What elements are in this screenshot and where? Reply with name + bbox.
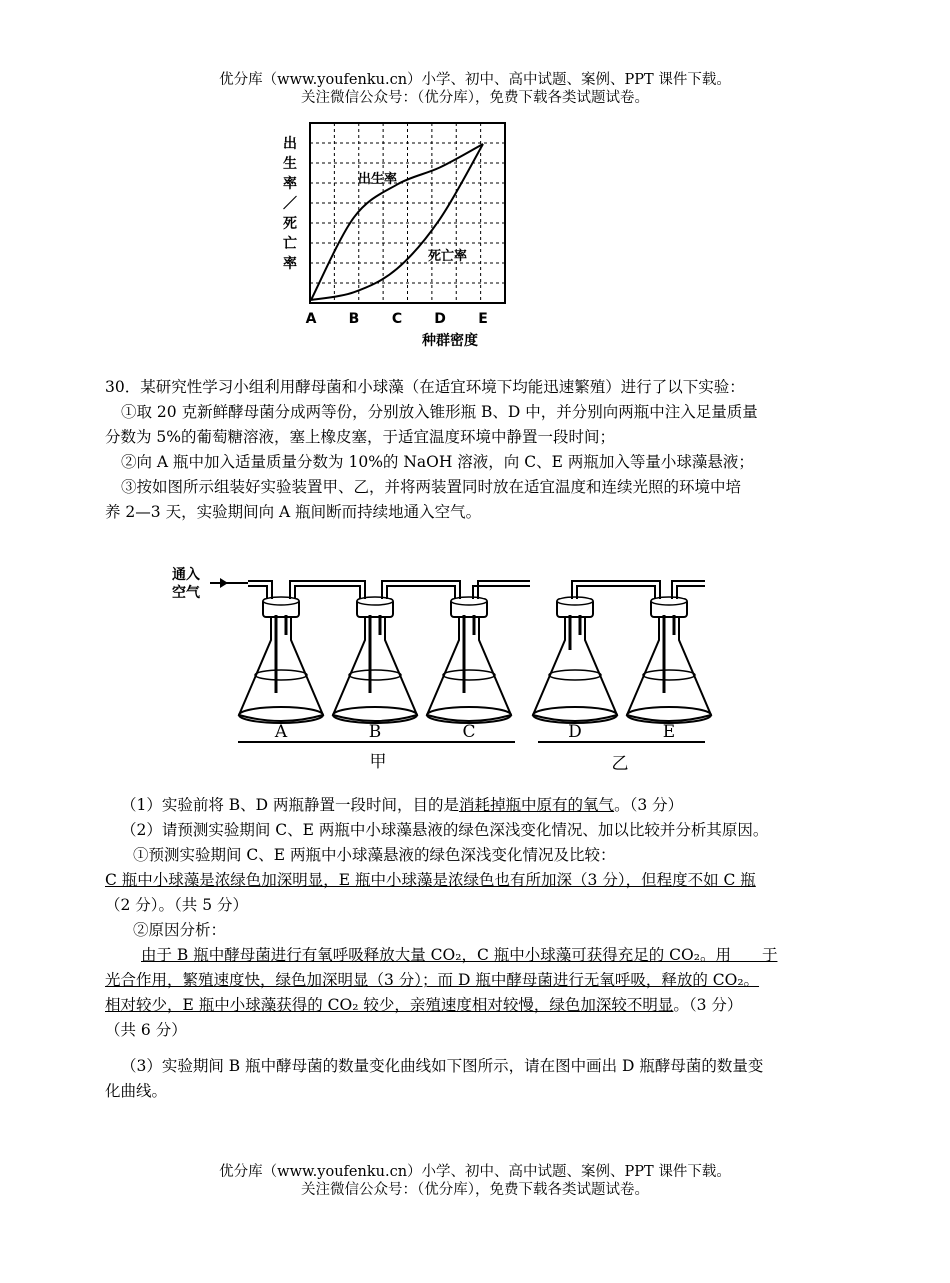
birth-rate-curve — [311, 144, 483, 300]
question-stem: 30．某研究性学习小组利用酵母菌和小球藻（在适宜环境下均能迅速繁殖）进行了以下实验： — [105, 378, 745, 396]
sub2-p2-line-2: 光合作用，繁殖速度快，绿色加深明显（3 分）；而 D 瓶中酵母菌进行无氧呼吸，释放的 CO₂。 — [105, 971, 760, 989]
sub-question-3 — [105, 1054, 847, 1104]
birth-rate-label: 出生率 — [358, 172, 398, 187]
sub2-p1-tail: （2 分）。（共 5 分） — [105, 896, 249, 914]
death-rate-curve — [311, 144, 483, 300]
question-30 — [105, 375, 847, 525]
flask-B — [333, 597, 417, 742]
x-tick-label: D — [434, 311, 446, 327]
step-2: ②向 A 瓶中加入适量质量分数为 10%的 NaOH 溶液，向 C、E 两瓶加入等量小球藻悬液； — [121, 453, 754, 471]
inlet-arrow-head — [220, 578, 228, 588]
sub2-p1-title: ①预测实验期间 C、E 两瓶中小球藻悬液的绿色深浅变化情况及比较： — [133, 846, 616, 864]
flask-label-C: C — [462, 722, 476, 742]
sub1-answer: 消耗掉瓶中原有的氧气 — [459, 796, 615, 814]
sub2-p2-line-1: 由于 B 瓶中酵母菌进行有氧呼吸释放大量 CO₂，C 瓶中小球藻可获得充足的 CO₂。用 于 — [141, 946, 778, 964]
sub-question-1-line — [105, 793, 847, 818]
sub2-p2-line-3 — [105, 993, 847, 1018]
flask-D — [533, 597, 617, 742]
group-yi-label: 乙 — [611, 754, 629, 774]
step-3-line-1: ③按如图所示组装好实验装置甲、乙，并将两装置同时放在适宜温度和连续光照的环境中培 — [121, 478, 742, 496]
group-jia-label: 甲 — [369, 752, 387, 772]
flask-label-E: E — [662, 722, 676, 742]
birth-death-rate-chart — [270, 118, 520, 354]
sub3-line-2: 化曲线。 — [105, 1082, 168, 1100]
sub2-p2-line-3-tail: 。（3 分） — [673, 996, 743, 1014]
sub1-prefix: （1）实验前将 B、D 两瓶静置一段时间，目的是 — [121, 796, 460, 814]
header-line-2: 关注微信公众号：（优分库），免费下载各类试题试卷。 — [301, 90, 649, 106]
x-tick-label: B — [348, 311, 360, 327]
flask-label-D: D — [568, 722, 582, 742]
x-tick-label: C — [391, 311, 403, 327]
sub2-p1-answer: C 瓶中小球藻是浓绿色加深明显，E 瓶中小球藻是浓绿色也有所加深（3 分），但程度不如 C 瓶 — [105, 871, 756, 889]
sub2-title: （2）请预测实验期间 C、E 两瓶中小球藻悬液的绿色深浅变化情况、加以比较并分析其原因。 — [121, 821, 769, 839]
footer-line-2: 关注微信公众号：（优分库），免费下载各类试题试卷。 — [301, 1182, 649, 1198]
x-axis-label: 种群密度 — [422, 333, 478, 349]
apparatus-diagram — [160, 555, 730, 780]
header-line-1: 优分库（www.youfenku.cn）小学、初中、高中试题、案例、PPT 课件下载。 — [219, 72, 731, 88]
flask-label-A: A — [274, 722, 288, 742]
air-inlet-label-1: 通入 — [172, 567, 200, 583]
sub2-p2-title: ②原因分析： — [133, 921, 227, 939]
step-1-line-1: ①取 20 克新鲜酵母菌分成两等份，分别放入锥形瓶 B、D 中，并分别向两瓶中注入足量质量 — [121, 403, 758, 421]
connecting-tubes — [248, 581, 705, 599]
flasks — [239, 597, 711, 742]
flask-label-B: B — [368, 722, 382, 742]
x-tick-label: E — [478, 311, 488, 327]
air-inlet-label-2: 空气 — [172, 585, 200, 601]
sub1-suffix: 。（3 分） — [614, 796, 684, 814]
sub2-p2-line-3-answer: 相对较少，E 瓶中小球藻获得的 CO₂ 较少，亲殖速度相对较慢，绿色加深较不明显 — [105, 996, 674, 1014]
flask-A — [239, 597, 323, 742]
chart-grid — [310, 123, 505, 303]
flask-E — [627, 597, 711, 742]
sub-question-1 — [105, 793, 847, 818]
sub2-p2-total: （共 6 分） — [105, 1021, 187, 1039]
flask-C — [427, 597, 511, 742]
x-tick-label: A — [305, 311, 317, 327]
step-1-line-2: 分数为 5%的葡萄糖溶液，塞上橡皮塞，于适宜温度环境中静置一段时间； — [105, 428, 616, 446]
sub3-line-1: （3）实验期间 B 瓶中酵母菌的数量变化曲线如下图所示，请在图中画出 D 瓶酵母菌的数量变 — [121, 1057, 764, 1075]
sub-question-2 — [105, 818, 847, 1043]
step-3-line-2: 养 2—3 天，实验期间向 A 瓶间断而持续地通入空气。 — [105, 503, 482, 521]
death-rate-label: 死亡率 — [428, 249, 468, 264]
y-axis-label: 出生率／死亡率 — [283, 136, 297, 272]
chart-series — [311, 144, 483, 300]
chart-ticks — [306, 311, 488, 327]
footer-line-1: 优分库（www.youfenku.cn）小学、初中、高中试题、案例、PPT 课件下载。 — [219, 1164, 731, 1180]
